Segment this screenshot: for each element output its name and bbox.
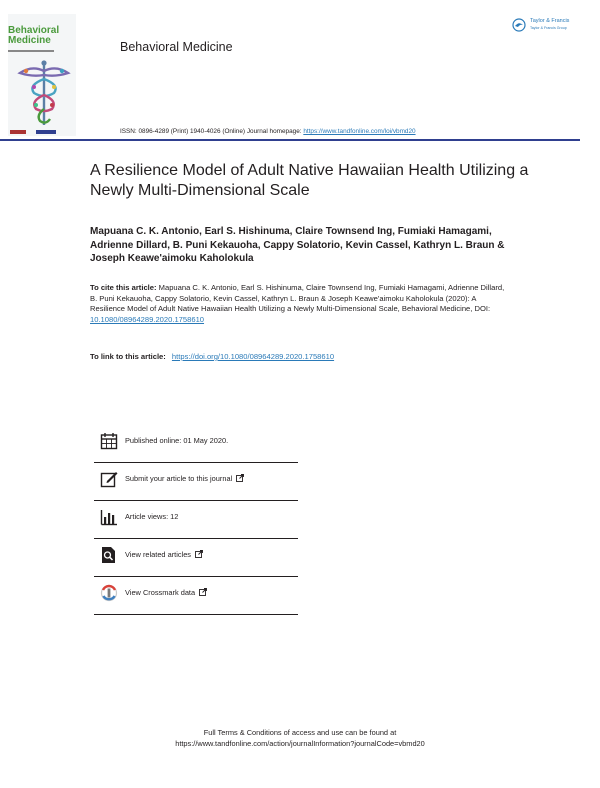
published-online-label: Published online: 01 May 2020. <box>125 436 229 445</box>
article-doi-url-link[interactable]: https://doi.org/10.1080/08964289.2020.1758610 <box>171 352 335 361</box>
article-title: A Resilience Model of Adult Native Hawaiian Health Utilizing a Newly Multi-Dimensional Scale <box>90 162 529 199</box>
crossmark-icon <box>100 584 118 602</box>
journal-name[interactable]: Behavioral Medicine <box>120 40 233 54</box>
issn-text: ISSN: 0896-4289 (Print) 1940-4026 (Online) Journal homepage: <box>120 128 304 135</box>
crossmark-link[interactable] <box>94 576 298 615</box>
related-articles-label: View related articles <box>125 550 191 559</box>
journal-cover-thumbnail <box>8 14 76 136</box>
link-label: To link to this article: <box>90 352 168 361</box>
journal-homepage-link[interactable]: https://www.tandfonline.com/loi/vbmd20 <box>303 128 416 135</box>
terms-url[interactable]: https://www.tandfonline.com/action/journalInformation?journalCode=vbmd20 <box>175 738 425 748</box>
external-link-icon <box>199 588 207 596</box>
citation-block <box>90 283 510 326</box>
publisher-text <box>530 18 569 32</box>
cover-title: Behavioral Medicine <box>8 25 60 46</box>
publisher-tagline: Taylor & Francis Group <box>530 26 567 30</box>
doi-link[interactable]: 10.1080/08964289.2020.1758610 <box>90 315 205 325</box>
submit-article-label: Submit your article to this journal <box>125 474 233 483</box>
terms-footer <box>0 728 600 749</box>
cite-label: To cite this article: <box>90 283 159 292</box>
article-views-label: Article views: 12 <box>125 512 179 521</box>
search-document-icon <box>100 546 118 564</box>
related-articles-link[interactable] <box>94 538 298 577</box>
issn-line <box>120 128 416 135</box>
publisher-emblem-icon <box>512 18 526 32</box>
caduceus-illustration <box>16 59 72 127</box>
edit-icon <box>100 470 118 488</box>
bar-chart-icon <box>100 508 118 526</box>
publisher-name: Taylor & Francis <box>530 18 570 24</box>
article-authors: Mapuana C. K. Antonio, Earl S. Hishinuma, Claire Townsend Ing, Fumiaki Hamagami, Adrienne Dillard, B. Puni Kekauoha, Cappy Solatorio, Kevin Cassel, Kathryn L. Braun & Joseph Keawe'aimoku Kaholokula <box>90 226 505 264</box>
calendar-icon <box>100 432 118 450</box>
article-views-row <box>94 500 298 539</box>
cover-subtitle-bar <box>8 49 76 52</box>
published-online-row <box>94 424 298 463</box>
cover-footer-band <box>8 128 76 136</box>
external-link-icon <box>195 550 203 558</box>
crossmark-label: View Crossmark data <box>125 588 196 597</box>
article-link-line <box>90 352 510 361</box>
citation-text: Mapuana C. K. Antonio, Earl S. Hishinuma, Claire Townsend Ing, Fumiaki Hamagami, Adrienne Dillard, B. Puni Kekauoha, Cappy Solatorio, Kevin Cassel, Kathryn L. Braun & Joseph Keawe'aimoku Kaholokula (2020): A Resilience Model of Adult Native Hawaiian Health Utilizing a Newly Multi-Dimensional Scale, Behavioral Medicine, DOI: <box>90 283 505 314</box>
submit-article-link[interactable] <box>94 462 298 501</box>
publisher-logo[interactable] <box>512 16 592 38</box>
external-link-icon <box>236 474 244 482</box>
terms-text: Full Terms & Conditions of access and use can be found at <box>203 728 397 737</box>
header-divider <box>0 139 580 141</box>
